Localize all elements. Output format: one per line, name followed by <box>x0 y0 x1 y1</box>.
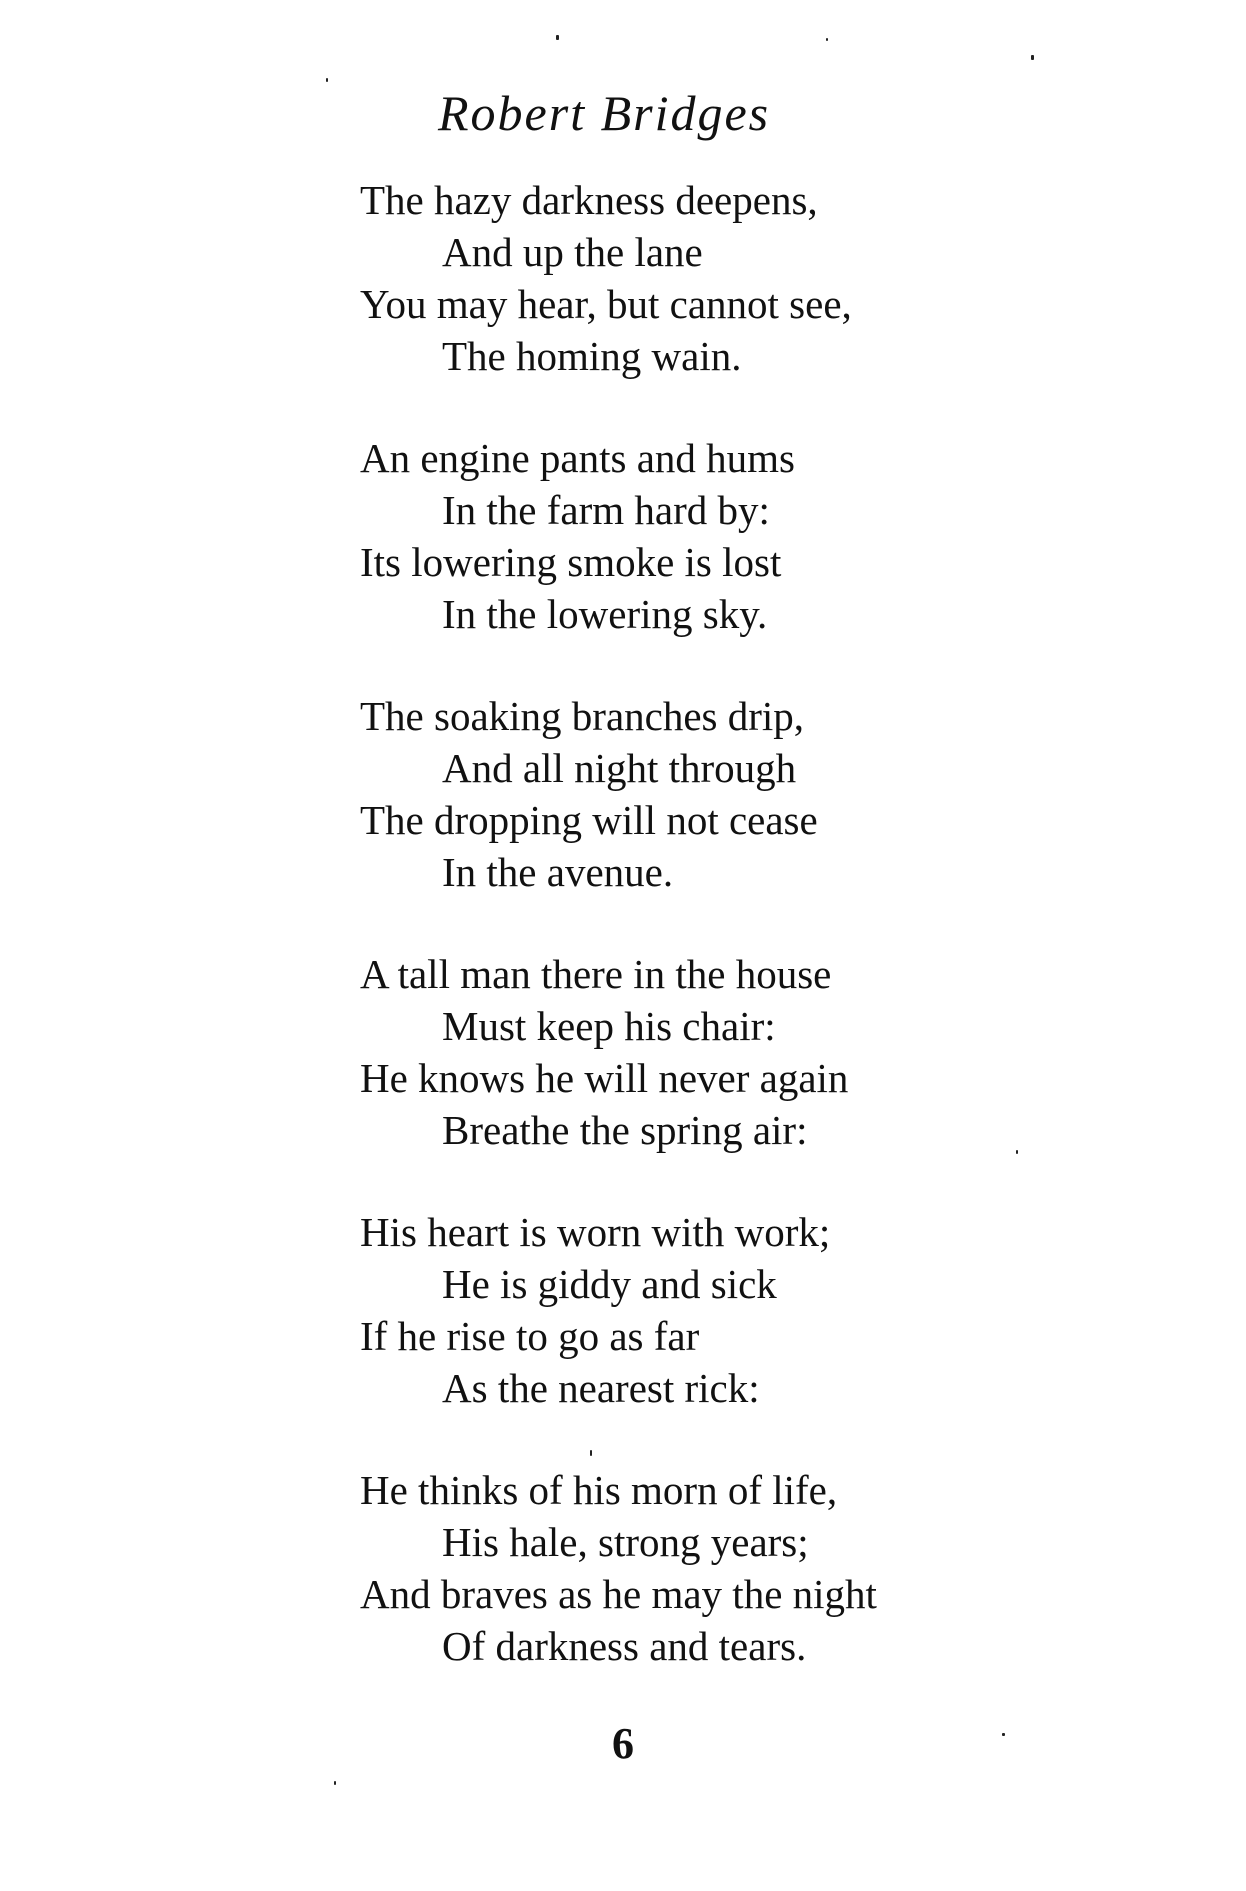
poem-line: He thinks of his morn of life, <box>360 1467 838 1513</box>
poem-line: He is giddy and sick <box>442 1261 777 1307</box>
scan-speck <box>556 35 559 40</box>
poem-line: In the avenue. <box>442 849 674 895</box>
poem-line: As the nearest rick: <box>442 1365 760 1411</box>
poem-line: You may hear, but cannot see, <box>360 281 852 327</box>
poem-line: In the lowering sky. <box>442 591 768 637</box>
poem-line: His heart is worn with work; <box>360 1209 831 1255</box>
poem-line: And up the lane <box>442 229 703 275</box>
poem-line: An engine pants and hums <box>360 435 795 481</box>
poem-line: He knows he will never again <box>360 1055 849 1101</box>
poem-line: If he rise to go as far <box>360 1313 700 1359</box>
poem-line: And braves as he may the night <box>360 1571 877 1617</box>
scan-speck <box>334 1781 336 1785</box>
scan-speck <box>590 1450 592 1456</box>
poem-line: Its lowering smoke is lost <box>360 539 782 585</box>
poem-line: In the farm hard by: <box>442 487 770 533</box>
poem-line: And all night through <box>442 745 797 791</box>
poem-line: Must keep his chair: <box>442 1003 776 1049</box>
poem-line: A tall man there in the house <box>360 951 832 997</box>
page-number: 6 <box>612 1719 634 1768</box>
scan-speck <box>326 78 328 82</box>
scan-speck <box>1031 55 1034 60</box>
poem-line: Of darkness and tears. <box>442 1623 807 1669</box>
poem-line: Breathe the spring air: <box>442 1107 808 1153</box>
poem-line: The hazy darkness deepens, <box>360 177 818 223</box>
poem-line: His hale, strong years; <box>442 1519 809 1565</box>
poem-line: The homing wain. <box>442 333 742 379</box>
scan-speck <box>826 38 828 41</box>
poem-line: The dropping will not cease <box>360 797 818 843</box>
scan-speck <box>1002 1733 1005 1736</box>
scan-speck <box>1016 1150 1018 1154</box>
poem-line: The soaking branches drip, <box>360 693 805 739</box>
page-header-author: Robert Bridges <box>438 85 771 141</box>
